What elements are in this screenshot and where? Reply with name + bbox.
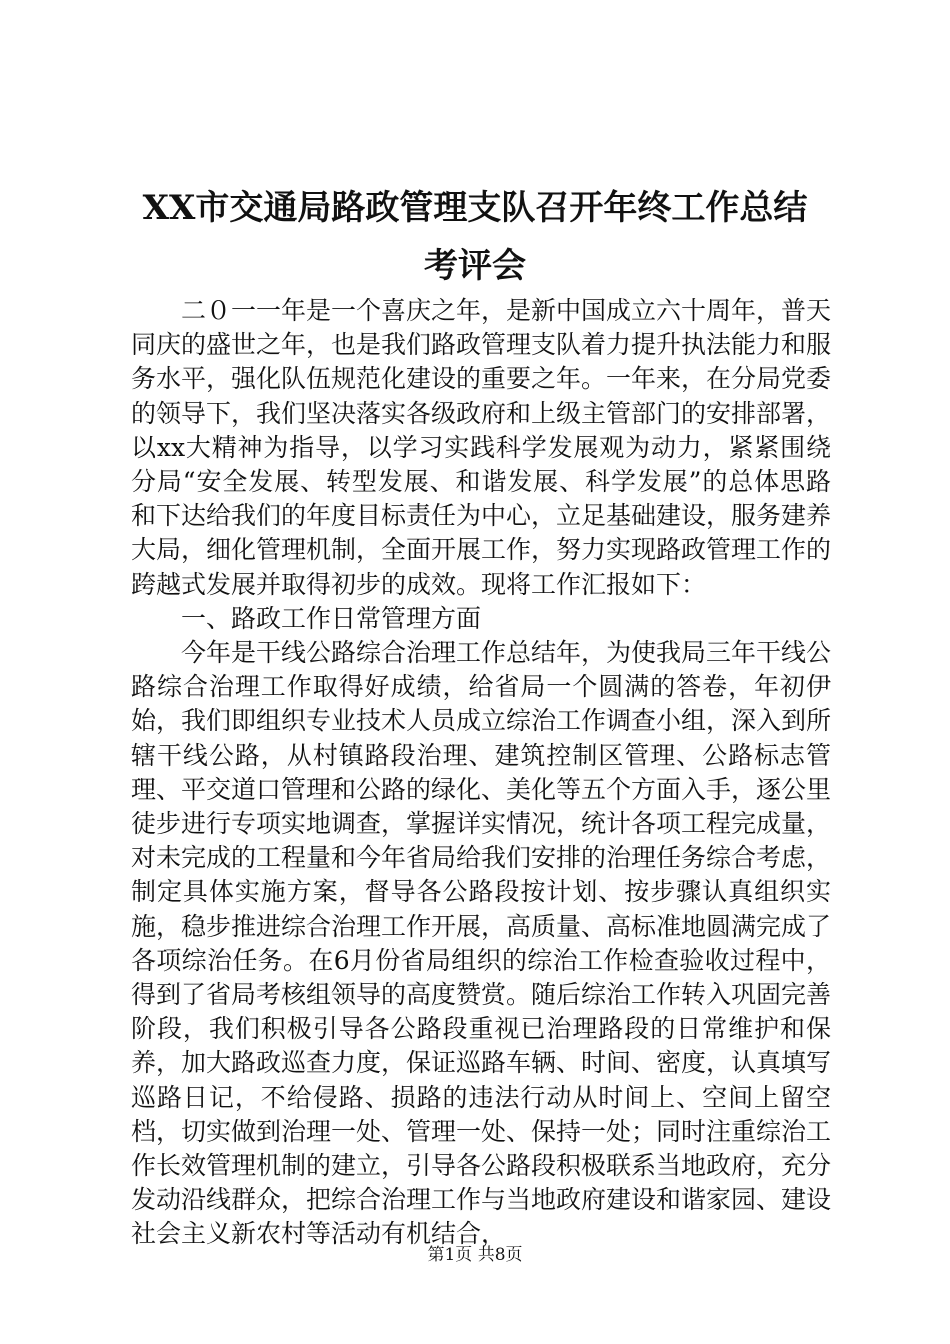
intro-paragraph: 二０一一年是一个喜庆之年，是新中国成立六十周年，普天同庆的盛世之年，也是我们路政管理支队着力提升执法能力和服务水平，强化队伍规范化建设的重要之年。一年来，在分局党委的领导下，我们坚决落实各级政府和上级主管部门的安排部署，以xx大精神为指导，以学习实践科学发展观为动力，紧紧围绕分局“安全发展、转型发展、和谐发展、科学发展”的总体思路和下达给我们的年度目标责任为中心，立足基础建设，服务建养大局，细化管理机制，全面开展工作，努力实现路政管理工作的跨越式发展并取得初步的成效。现将工作汇报如下： [131,296,832,599]
document-title-line-2: 考评会 [424,246,526,286]
section-1-paragraph: 今年是干线公路综合治理工作总结年，为使我局三年干线公路综合治理工作取得好成绩，给省局一个圆满的答卷，年初伊始，我们即组织专业技术人员成立综治工作调查小组，深入到所辖干线公路，从村镇路段治理、建筑控制区管理、公路标志管理、平交道口管理和公路的绿化、美化等五个方面入手，逐公里徒步进行专项实地调查，掌握详实情况，统计各项工程完成量，对未完成的工程量和今年省局给我们安排的治理任务综合考虑，制定具体实施方案，督导各公路段按计划、按步骤认真组织实施，稳步推进综合治理工作开展，高质量、高标准地圆满完成了各项综治任务。在6月份省局组织的综治工作检查验收过程中，得到了省局考核组领导的高度赞赏。随后综治工作转入巩固完善阶段，我们积极引导各公路段重视已治理路段的日常维护和保养，加大路政巡查力度，保证巡路车辆、时间、密度，认真填写巡路日记，不给侵路、损路的违法行动从时间上、空间上留空档，切实做到治理一处、管理一处、保持一处；同时注重综治工作长效管理机制的建立，引导各公路段积极联系当地政府，充分发动沿线群众，把综合治理工作与当地政府建设和谐家园、建设社会主义新农村等活动有机结合， [131,638,832,1249]
page-footer: 第1页 共8页 [427,1245,523,1265]
document-title-line-1: XX市交通局路政管理支队召开年终工作总结 [142,188,808,228]
document-body [131,294,831,1252]
section-heading-1: 一、路政工作日常管理方面 [181,603,482,633]
